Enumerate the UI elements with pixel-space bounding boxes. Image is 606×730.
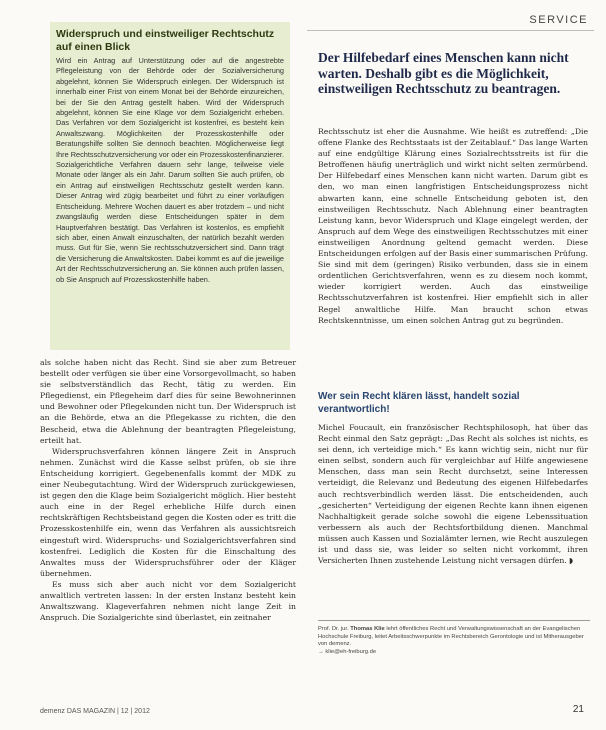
lead-paragraph: Der Hilfebedarf eines Menschen kann nicht warten. Deshalb gibt es die Möglichkeit, einstweiligen Rechtsschutz zu beantragen. — [318, 50, 569, 96]
paragraph: Rechtsschutz ist eher die Ausnahme. Wie heißt es zutreffend: „Die offene Flanke des Rechtsstaats ist der Zeitablauf.“ Das lange Warten auf eine endgültige Klärung eines Sozialrechtsstreits ist für die Betroffenen häufig unerträglich und wirkt nicht selten zermürbend. Der Hilfebedarf eines Menschen kann nicht warten. Darum gibt es den, wo man einen langfristigen Entscheidungsprozess nicht abwarten kann, eine schnelle Entscheidung geboten ist, den einstweiligen Rechtsschutz. Nach Ablehnung einer beantragten Leistung kann, bevor Widerspruch und Klage eingelegt werden, der Anspruch auf dem Wege des einstweiligen Rechtsschutzes mit einer einstweiligen Anordnung geltend gemacht werden. Diese Entscheidungen erfolgen auf der Basis einer summarischen Prüfung. Sie sind mit dem (geringen) Risiko verbunden, dass sie in einem ordentlichen Gerichtsverfahren, wenn es zu diesem noch kommt, wieder korrigiert werden. Auch das einstweilige Rechtsschutzverfahren ist kostenfrei. Hier empfiehlt sich in aller Regel anwaltliche Hilfe. Man braucht schon etwas Rechtskenntnisse, um einen solchen Antrag gut zu begründen. — [318, 127, 588, 325]
footer-magazine: demenz DAS MAGAZIN | 12 | 2012 — [40, 708, 150, 715]
page-number: 21 — [572, 704, 584, 715]
paragraph: Es muss sich aber auch nicht vor dem Sozialgericht anwaltlich vertreten lassen: In der ersten Instanz besteht kein Anwaltszwang. Klageverfahren nehmen nicht lange Zeit in Anspruch. Die Sozialgerichte sind überlastet, ein zeitnaher — [40, 579, 296, 623]
author-text: lehrt öffentliches Recht und Verwaltungswissenschaft an der Evangelischen Hochschule Freiburg, leitet Arbeitsschwerpunkte im Rechtsbereich Gerontologie und ist Mitherausgeber von demenz. — [318, 626, 584, 647]
left-column-body — [40, 357, 296, 623]
author-prefix: Prof. Dr. jur. — [318, 626, 349, 632]
author-rule — [318, 620, 590, 621]
right-column-body-2 — [318, 422, 588, 566]
subheading: Wer sein Recht klären lässt, handelt sozial verantwortlich! — [318, 391, 520, 415]
author-name: Thomas Klie — [350, 626, 385, 632]
paragraph: Michel Foucault, ein französischer Rechtsphilosoph, hat über das Recht einmal den Satz geprägt: „Das Recht als solches ist nichts, es sei denn, ich verteidige mich.“ Es kann wichtig sein, nicht nur für einen selbst, sondern auch für vergleichbar auf Hilfe angewiesene Menschen, dass man sein Recht durchsetzt, seine Interessen verteidigt, die Relevanz und Bedeutung des eigenen Hilfebedarfes auch rechtsverbindlich werden lässt. Die entscheidenden, auch „gesicherten“ Verteidigung der eigenen Rechte kann ihnen eigenen Nachhaltigkeit gerade solche sowohl die eigene Lebenssituation verbessern als auch der Rechtsfortbildung dienen. Manchmal müssen auch Kassen und Sozialämter lernen, wie Recht auszulegen ist und dass sie, was leider so selten nicht vorkommt, ihren Versicherten Ihnen zustehende Leistung nicht versagen dürfen. ◗ — [318, 423, 588, 566]
paragraph: Widerspruchsverfahren können längere Zeit in Anspruch nehmen. Zunächst wird die Kasse selbst prüfen, ob sie ihre Entscheidung korrigiert. Gegebenenfalls kommt der MDK zu einer Neubegutachtung. Wird der Widerspruch zurückgewiesen, ist gegen den die Klage beim Sozialgericht möglich. Hier besteht auch eine in der Regel erhebliche Hilfe durch einen rechtskräftigen Rechtsbeistand gegen die Kosten oder es tritt die Prozesskostenhilfe ein, wenn das Verfahren als aussichtsreich eingestuft wird. Widerspruchs- und Sozialgerichtsverfahren sind kostenfrei. Lediglich die Kosten für die Einschaltung des Anwaltes muss der Widerspruchsführer oder der Kläger übernehmen. — [40, 446, 296, 578]
author-email[interactable]: → klie@eh-freiburg.de — [318, 648, 377, 655]
author-note — [318, 626, 590, 656]
section-label: SERVICE — [529, 14, 588, 26]
info-box-title: Widerspruch und einstweiliger Rechtschutz auf einen Blick — [56, 28, 275, 53]
right-column-body — [318, 126, 588, 326]
paragraph: als solche haben nicht das Recht. Sind sie aber zum Betreuer bestellt oder verfügen sie über eine Vorsorgevollmacht, so haben sie selbstverständlich das Recht, tätig zu werden. Ein Pflegedienst, ein Pflegeheim darf dies für seine Bewohnerinnen und Bewohner oder Pflegekunden nicht tun. Der Widerspruch ist an die Behörde, etwa an die Pflegekasse zu richten, die den Bescheid, etwa die Ablehnung der beantragten Pflegeleistung, erteilt hat. — [40, 358, 296, 445]
section-rule — [307, 30, 594, 31]
info-box-text: Wird ein Antrag auf Unterstützung oder auf die angestrebte Pflegeleistung von der Behörde oder der Sozialversicherung abgelehnt, können Sie Widerspruch einlegen. Der Widerspruch ist innerhalb einer Frist von einem Monat bei der Behörde einzureichen, bei der Sie den Antrag gestellt haben. Wird der Widerspruch abgelehnt, können Sie eine Klage vor dem Sozialgericht erheben. Das Verfahren vor dem Sozialgericht ist kostenfrei, es besteht kein Anwaltszwang. Möglichkeiten der Prozesskostenhilfe oder Beratungshilfe sollten Sie dennoch beachten. Möglicherweise liegt Ihre Rechtsschutzversicherung vor oder ein Prozesskostenfinanzierer. Sozialgerichtliche Verfahren dauern sehr lange, teilweise viele Monate oder länger als ein Jahr. Darum sollten Sie auch prüfen, ob ein Antrag auf einstweiligen Rechtsschutz gestellt werden kann. Dieser Antrag wird zügig bearbeitet und führt zu einer vorläufigen Entscheidung. Mehrere Wochen dauert es aber trotzdem – und nicht zwangsläufig werden diese Entscheidungen später in dem Hauptverfahren bestätigt. Das Verfahren ist kostenlos, es empfiehlt sich aber, einen Anwalt einzuschalten, der natürlich bezahlt werden muss. Gut für Sie, wenn Sie rechtsschutzversichert sind. Dann trägt die Versicherung die Anwaltskosten. Dabei kommt es auf die jeweilige Art der Rechtsschutzversicherung an. Sie können auch prüfen lassen, ob Sie Anspruch auf Prozesskostenhilfe haben. — [56, 56, 284, 284]
